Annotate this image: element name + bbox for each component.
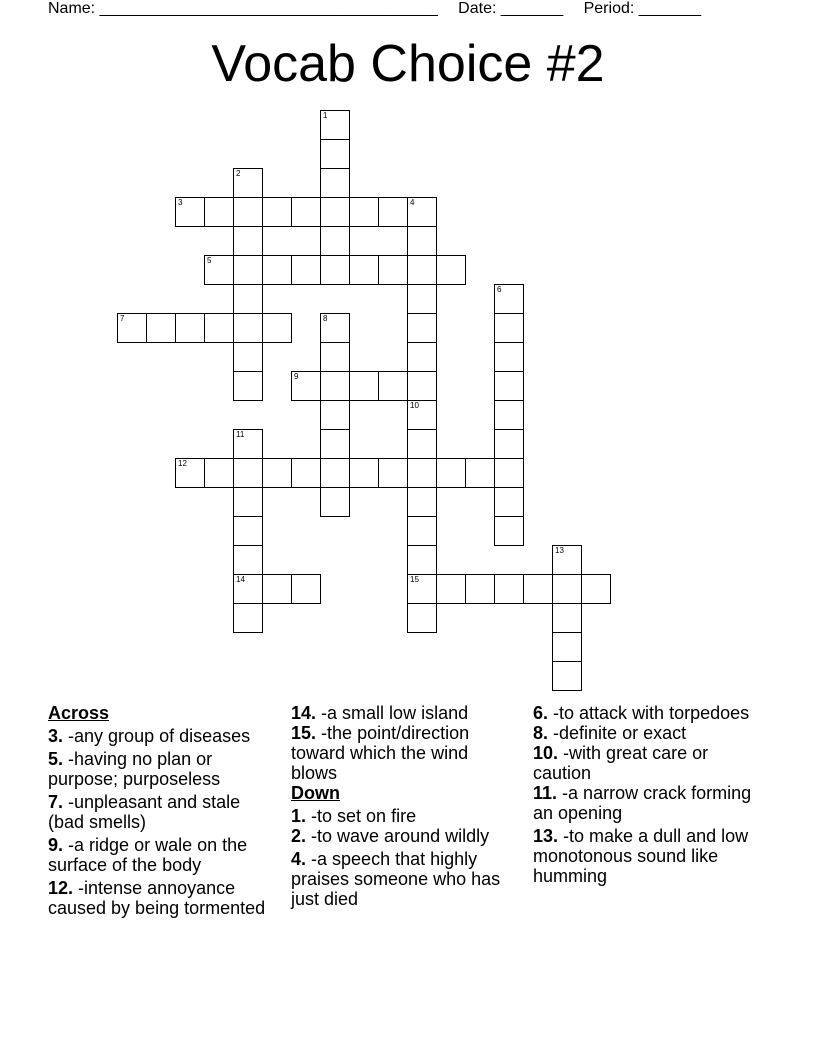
clue-number-4: 4: [410, 198, 415, 207]
grid-cell[interactable]: [436, 458, 466, 488]
clue-number-5: 5: [207, 256, 212, 265]
grid-cell[interactable]: [581, 574, 611, 604]
grid-cell[interactable]: [262, 255, 292, 285]
grid-cell[interactable]: [175, 458, 205, 488]
period-field[interactable]: Period: _______: [583, 0, 702, 17]
grid-cell[interactable]: [407, 603, 437, 633]
grid-cell[interactable]: [494, 458, 524, 488]
clue-across-15: 15. -the point/direction toward which the wind blows: [291, 723, 470, 783]
grid-cell[interactable]: [320, 168, 350, 198]
grid-cell[interactable]: [262, 574, 292, 604]
grid-cell[interactable]: [320, 371, 350, 401]
date-field[interactable]: Date: _______: [458, 0, 564, 17]
clue-across-7: 7. -unpleasant and stale (bad smells): [48, 792, 241, 832]
grid-cell[interactable]: [204, 458, 234, 488]
grid-cell[interactable]: [494, 429, 524, 459]
grid-cell[interactable]: [436, 574, 466, 604]
grid-cell[interactable]: [320, 342, 350, 372]
grid-cell[interactable]: [407, 342, 437, 372]
clue-across-14: 14. -a small low island: [291, 703, 469, 723]
grid-cell[interactable]: [552, 545, 582, 575]
clue-down-13: 13. -to make a dull and low monotonous sound like humming: [533, 826, 749, 886]
clue-number-11: 11: [236, 430, 245, 439]
clues-column-1: [48, 703, 273, 921]
grid-cell[interactable]: [233, 371, 263, 401]
clue-number-12: 12: [178, 459, 187, 468]
name-field[interactable]: Name: ______________________________________: [48, 0, 438, 17]
grid-cell[interactable]: [320, 458, 350, 488]
grid-cell[interactable]: [233, 458, 263, 488]
grid-cell[interactable]: [320, 313, 350, 343]
grid-cell[interactable]: [262, 458, 292, 488]
clues-column-3: [533, 703, 758, 889]
clue-down-6: 6. -to attack with torpedoes: [533, 703, 750, 723]
clue-number-6: 6: [497, 285, 502, 294]
grid-cell[interactable]: [175, 197, 205, 227]
grid-cell[interactable]: [465, 574, 495, 604]
across-heading: Across: [48, 703, 110, 723]
grid-cell[interactable]: [291, 458, 321, 488]
grid-cell[interactable]: [233, 574, 263, 604]
grid-cell[interactable]: [233, 545, 263, 575]
grid-cell[interactable]: [378, 255, 408, 285]
grid-cell[interactable]: [175, 313, 205, 343]
grid-cell[interactable]: [320, 110, 350, 140]
grid-cell[interactable]: [349, 255, 379, 285]
grid-cell[interactable]: [204, 197, 234, 227]
clue-number-15: 15: [410, 575, 419, 584]
grid-cell[interactable]: [320, 226, 350, 256]
clue-across-5: 5. -having no plan or purpose; purposeless: [48, 749, 221, 789]
grid-cell[interactable]: [494, 371, 524, 401]
grid-cell[interactable]: [320, 487, 350, 517]
grid-cell[interactable]: [407, 516, 437, 546]
grid-cell[interactable]: [262, 197, 292, 227]
grid-cell[interactable]: [407, 371, 437, 401]
grid-cell[interactable]: [233, 429, 263, 459]
grid-cell[interactable]: [233, 516, 263, 546]
clue-down-8: 8. -definite or exact: [533, 723, 687, 743]
grid-cell[interactable]: [407, 545, 437, 575]
grid-cell[interactable]: [146, 313, 176, 343]
grid-cell[interactable]: [320, 400, 350, 430]
grid-cell[interactable]: [233, 342, 263, 372]
grid-cell[interactable]: [407, 574, 437, 604]
grid-cell[interactable]: [407, 226, 437, 256]
grid-cell[interactable]: [349, 458, 379, 488]
grid-cell[interactable]: [204, 313, 234, 343]
grid-cell[interactable]: [494, 313, 524, 343]
grid-cell[interactable]: [233, 226, 263, 256]
clue-down-10: 10. -with great care or caution: [533, 743, 709, 783]
grid-cell[interactable]: [320, 139, 350, 169]
clue-number-1: 1: [323, 111, 328, 120]
clue-down-4: 4. -a speech that highly praises someone who has just died: [291, 849, 501, 909]
grid-cell[interactable]: [407, 458, 437, 488]
grid-cell[interactable]: [233, 255, 263, 285]
grid-cell[interactable]: [407, 400, 437, 430]
clues-column-2: [291, 703, 516, 912]
grid-cell[interactable]: [436, 255, 466, 285]
grid-cell[interactable]: [378, 458, 408, 488]
clue-number-14: 14: [236, 575, 245, 584]
grid-cell[interactable]: [233, 197, 263, 227]
clue-number-7: 7: [120, 314, 125, 323]
grid-cell[interactable]: [407, 197, 437, 227]
grid-cell[interactable]: [494, 342, 524, 372]
grid-cell[interactable]: [262, 313, 292, 343]
clue-number-2: 2: [236, 169, 241, 178]
grid-cell[interactable]: [494, 284, 524, 314]
grid-cell[interactable]: [552, 603, 582, 633]
clue-across-12: 12. -intense annoyance caused by being tormented: [48, 878, 266, 918]
grid-cell[interactable]: [552, 574, 582, 604]
clue-number-9: 9: [294, 372, 299, 381]
grid-cell[interactable]: [117, 313, 147, 343]
grid-cell[interactable]: [349, 371, 379, 401]
clue-across-3: 3. -any group of diseases: [48, 726, 251, 746]
grid-cell[interactable]: [378, 197, 408, 227]
grid-cell[interactable]: [494, 400, 524, 430]
clue-number-10: 10: [410, 401, 419, 410]
grid-cell[interactable]: [407, 487, 437, 517]
clue-down-1: 1. -to set on fire: [291, 806, 417, 826]
grid-cell[interactable]: [291, 371, 321, 401]
grid-cell[interactable]: [407, 255, 437, 285]
clue-down-11: 11. -a narrow crack forming an opening: [533, 783, 752, 823]
grid-cell[interactable]: [320, 197, 350, 227]
clue-number-8: 8: [323, 314, 328, 323]
grid-cell[interactable]: [552, 661, 582, 691]
grid-cell[interactable]: [233, 487, 263, 517]
grid-cell[interactable]: [494, 516, 524, 546]
grid-cell[interactable]: [291, 197, 321, 227]
grid-cell[interactable]: [320, 429, 350, 459]
grid-cell[interactable]: [465, 458, 495, 488]
clue-down-2: 2. -to wave around wildly: [291, 826, 490, 846]
grid-cell[interactable]: [204, 255, 234, 285]
grid-cell[interactable]: [233, 168, 263, 198]
grid-cell[interactable]: [291, 574, 321, 604]
grid-cell[interactable]: [349, 197, 379, 227]
grid-cell[interactable]: [523, 574, 553, 604]
clue-across-9: 9. -a ridge or wale on the surface of the body: [48, 835, 248, 875]
clue-number-13: 13: [555, 546, 564, 555]
down-heading: Down: [291, 783, 340, 803]
grid-cell[interactable]: [378, 371, 408, 401]
page-title: Vocab Choice #2: [211, 35, 605, 93]
grid-cell[interactable]: [233, 313, 263, 343]
clue-number-3: 3: [178, 198, 183, 207]
grid-cell[interactable]: [407, 313, 437, 343]
grid-cell[interactable]: [407, 429, 437, 459]
grid-cell[interactable]: [552, 632, 582, 662]
grid-cell[interactable]: [320, 255, 350, 285]
grid-cell[interactable]: [407, 284, 437, 314]
grid-cell[interactable]: [233, 284, 263, 314]
grid-cell[interactable]: [494, 487, 524, 517]
grid-cell[interactable]: [494, 574, 524, 604]
grid-cell[interactable]: [291, 255, 321, 285]
grid-cell[interactable]: [233, 603, 263, 633]
